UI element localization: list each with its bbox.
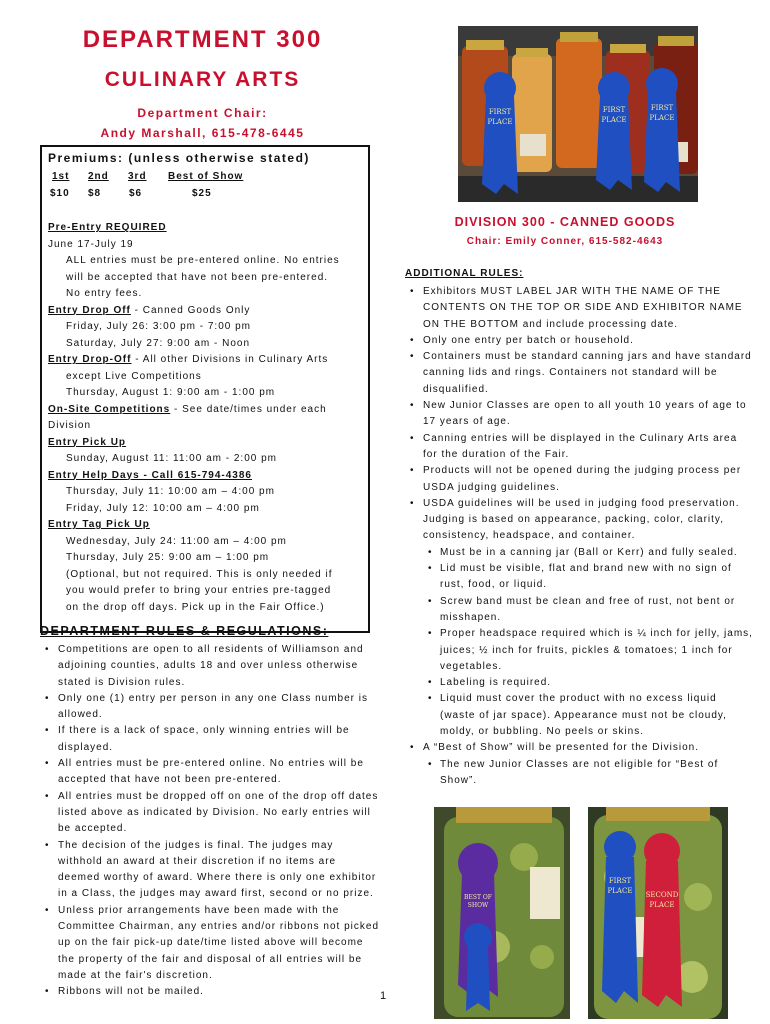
department-rule-item: • Only one (1) entry per person in any one Class number is allowed. (40, 691, 380, 724)
department-subtitle: CULINARY ARTS (104, 68, 301, 91)
schedule-line (48, 583, 366, 600)
chair-label: Department Chair: (137, 106, 268, 120)
pickle-jar-photo-left (434, 807, 570, 1019)
usda-guideline-item: • Screw band must be clean and free of rust, not bent or misshapen. (423, 594, 755, 627)
additional-rule-item (405, 349, 755, 398)
schedule-text: you would prefer to bring your entries pre-tagged (66, 585, 332, 596)
department-rule-item: • Ribbons will not be mailed. (40, 984, 380, 1000)
schedule-line (48, 220, 366, 237)
usda-guideline-item: • Labeling is required. (423, 675, 755, 691)
schedule-line (48, 352, 366, 369)
department-rule-item: • Competitions are open to all residents of Williamson and adjoining counties, adults 18 and over unless otherwise stated is Division rules. (40, 642, 380, 691)
department-title: DEPARTMENT 300 (82, 26, 323, 53)
svg-text:PLACE: PLACE (607, 887, 633, 895)
best-of-show-rule (405, 740, 755, 789)
schedule-line (48, 517, 366, 534)
additional-rule-item (405, 463, 755, 496)
schedule-line (48, 501, 366, 518)
ribbon-icon (482, 72, 518, 194)
schedule-heading: Entry Drop-Off (48, 354, 132, 365)
premium-value-best: $25 (192, 188, 212, 199)
schedule-line (48, 451, 366, 468)
additional-rule-text: Exhibitors MUST LABEL JAR WITH THE NAME OF THE CONTENTS ON THE TOP OR SIDE AND EXHIBITOR NAME ON THE BOTTOM and include processing date. (423, 286, 743, 330)
usda-guidelines-sublist (423, 545, 755, 741)
schedule-text: June 17-July 19 (48, 238, 134, 250)
schedule-text: Friday, July 12: 10:00 am – 4:00 pm (66, 502, 260, 514)
additional-rule-item (405, 431, 755, 464)
ribbon-icon (642, 833, 682, 1007)
schedule-line (48, 336, 366, 353)
schedule-text: ALL entries must be pre-entered online. No entries (66, 255, 340, 266)
schedule-text: Thursday, August 1: 9:00 am - 1:00 pm (66, 387, 276, 398)
ribbon-icon (644, 68, 680, 192)
svg-text:SHOW: SHOW (467, 902, 489, 909)
best-of-show-text: A “Best of Show” will be presented for the Division. (423, 742, 699, 754)
additional-rule-text: New Junior Classes are open to all youth 10 years of age to 17 years of age. (423, 400, 747, 428)
schedule-line (48, 402, 366, 419)
schedule-line (48, 319, 366, 336)
schedule-text: on the drop off days. Pick up in the Fair Office.) (66, 601, 325, 613)
schedule-line (48, 369, 366, 386)
division-chair: Chair: Emily Conner, 615-582-4643 (466, 236, 664, 247)
premium-header-1st: 1st (52, 171, 70, 182)
schedule-line (48, 484, 366, 501)
additional-rule-text: Only one entry per batch or household. (423, 334, 634, 346)
pickle-jar-photo-right (588, 807, 728, 1019)
department-rules-title: DEPARTMENT RULES & REGULATIONS: (40, 624, 329, 638)
schedule-text: Thursday, July 25: 9:00 am – 1:00 pm (66, 552, 270, 563)
schedule-line (48, 270, 366, 287)
premium-value-3rd: $6 (129, 188, 143, 199)
schedule-heading: Entry Drop Off (48, 304, 131, 316)
additional-rule-text: Containers must be standard canning jars and have standard canning lids and rings. Containers not standard will be disqualified. (423, 351, 752, 395)
division-title: DIVISION 300 - CANNED GOODS (454, 215, 676, 229)
svg-text:SECOND: SECOND (645, 891, 679, 899)
schedule-heading: Pre-Entry REQUIRED (48, 222, 167, 233)
additional-rule-item (405, 284, 755, 333)
best-of-show-sublist (423, 757, 755, 790)
department-rule-item: • The decision of the judges is final. The judges may withhold an award at their discretion if no items are deemed worthy of award. Where there is only one exhibitor in a Class, the judges may award first, second or no prize. (40, 838, 380, 903)
schedule-heading: Entry Tag Pick Up (48, 519, 150, 530)
schedule-text: Wednesday, July 24: 11:00 am – 4:00 pm (66, 535, 287, 547)
additional-rule-text: USDA guidelines will be used in judging food preservation. Judging is based on appearance, packing, color, clarity, consistency, headspace, and container. (423, 497, 740, 542)
ribbon-icon (602, 831, 638, 1003)
schedule-text: - Canned Goods Only (130, 304, 251, 316)
schedule-line (48, 418, 366, 435)
schedule-line (48, 286, 366, 303)
svg-text:FIRST: FIRST (608, 877, 632, 885)
ribbon-icon (596, 72, 632, 190)
schedule-text: (Optional, but not required. This is only needed if (66, 568, 333, 580)
svg-text:PLACE: PLACE (649, 114, 675, 122)
schedule-text: Division (48, 420, 92, 431)
premium-header-2nd: 2nd (88, 171, 109, 182)
premium-header-best: Best of Show (168, 171, 244, 182)
schedule-text: Thursday, July 11: 10:00 am – 4:00 pm (66, 486, 275, 497)
svg-text:PLACE: PLACE (649, 901, 675, 909)
schedule-line (48, 468, 366, 485)
svg-text:FIRST: FIRST (488, 108, 512, 116)
department-rule-item: • If there is a lack of space, only winning entries will be displayed. (40, 723, 380, 756)
schedule-heading: Entry Help Days - Call 615-794-4386 (48, 469, 252, 481)
schedule-text: - All other Divisions in Culinary Arts (131, 354, 329, 365)
schedule-line (48, 534, 366, 551)
department-rule-item: • All entries must be dropped off on one of the drop off dates listed above as indicated by Division. No early entries will be accepted. (40, 789, 380, 838)
additional-rule-text: Canning entries will be displayed in the Culinary Arts area for the duration of the Fair. (423, 432, 738, 460)
premium-header-3rd: 3rd (128, 171, 147, 182)
schedule-heading: Entry Pick Up (48, 436, 127, 448)
schedule-line (48, 253, 366, 270)
chair-name: Andy Marshall, 615-478-6445 (100, 126, 305, 140)
best-of-show-note: • The new Junior Classes are not eligible for “Best of Show”. (423, 757, 755, 790)
schedule-line (48, 385, 366, 402)
usda-guideline-item: • Liquid must cover the product with no excess liquid (waste of jar space). Appearance must not be cloudy, moldy, or bubbling. No peels or skins. (423, 691, 755, 740)
premiums-title: Premiums: (unless otherwise stated) (48, 151, 310, 165)
department-rule-item: • Unless prior arrangements have been made with the Committee Chairman, any entries and/or ribbons not picked up on the fair pick-up date/time listed above will become the property of the fair and disposal of all entries will be made at the fair's discretion. (40, 903, 380, 984)
svg-text:PLACE: PLACE (601, 116, 627, 124)
svg-text:FIRST: FIRST (602, 106, 626, 114)
department-rules-list (40, 642, 380, 1001)
canned-goods-photo-top (458, 26, 698, 202)
additional-rule-text: Products will not be opened during the judging process per USDA judging guidelines. (423, 465, 742, 493)
schedule-line (48, 600, 366, 617)
schedule-line (48, 567, 366, 584)
premium-value-1st: $10 (50, 188, 70, 199)
schedule-text: Friday, July 26: 3:00 pm - 7:00 pm (66, 321, 251, 332)
usda-guideline-item: • Proper headspace required which is ¼ inch for jelly, jams, juices; ½ inch for fruits, pickles & tomatoes; 1 inch for vegetables. (423, 626, 755, 675)
schedule-text: Saturday, July 27: 9:00 am - Noon (66, 337, 251, 349)
schedule-text: will be accepted that have not been pre-entered. (66, 271, 329, 283)
department-rule-item: • All entries must be pre-entered online. No entries will be accepted that have not been pre-entered. (40, 756, 380, 789)
premium-value-2nd: $8 (88, 188, 102, 199)
schedule-line (48, 237, 366, 254)
schedule-text: except Live Competitions (66, 370, 202, 382)
schedule-line (48, 435, 366, 452)
svg-text:FIRST: FIRST (650, 104, 674, 112)
usda-guideline-item: • Must be in a canning jar (Ball or Kerr) and fully sealed. (423, 545, 755, 561)
entry-schedule (48, 220, 366, 616)
ribbon-icon (458, 843, 498, 1011)
schedule-text: - See date/times under each (170, 403, 327, 415)
schedule-line (48, 550, 366, 567)
schedule-heading: On-Site Competitions (48, 403, 171, 415)
schedule-text: Sunday, August 11: 11:00 am - 2:00 pm (66, 453, 277, 464)
usda-guideline-item: • Lid must be visible, flat and brand new with no sign of rust, food, or liquid. (423, 561, 755, 594)
additional-rules-title: ADDITIONAL RULES: (405, 268, 524, 279)
schedule-text: No entry fees. (66, 288, 143, 299)
additional-rule-item (405, 496, 755, 740)
svg-text:PLACE: PLACE (487, 118, 513, 126)
svg-text:BEST OF: BEST OF (464, 894, 492, 901)
additional-rule-item (405, 333, 755, 349)
schedule-line (48, 303, 366, 320)
additional-rules-list (405, 284, 755, 789)
page-number: 1 (380, 990, 387, 1002)
additional-rule-item (405, 398, 755, 431)
